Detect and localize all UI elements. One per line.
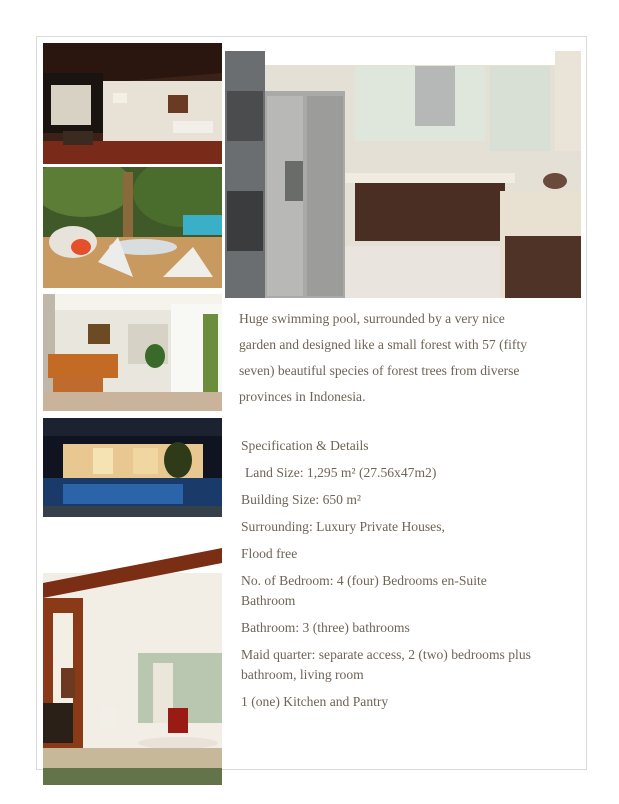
interior-living-photo: [43, 43, 222, 164]
bedrooms-line2: Bathroom: [241, 593, 296, 608]
land-size: Land Size: 1,295 m² (27.56x47m2): [245, 465, 437, 480]
description-line: garden and designed like a small forest with 57 (fifty: [239, 337, 528, 352]
description-line: seven) beautiful species of forest trees from diverse: [239, 363, 520, 378]
description-line: Huge swimming pool, surrounded by a very nice: [239, 311, 505, 326]
kitchen-pantry: 1 (one) Kitchen and Pantry: [241, 694, 389, 709]
specs-section: [241, 436, 593, 712]
double-height-hall-photo: [43, 523, 222, 785]
specs-heading: Specification & Details: [241, 438, 369, 453]
surrounding: Surrounding: Luxury Private Houses,: [241, 519, 445, 534]
family-room-photo: [43, 294, 222, 411]
night-pool-photo: [43, 418, 222, 517]
maid-quarter-line1: Maid quarter: separate access, 2 (two) bedrooms plus: [241, 647, 531, 662]
bedrooms-line1: No. of Bedroom: 4 (four) Bedrooms en-Suite: [241, 573, 487, 588]
description: [239, 306, 591, 410]
flood-free: Flood free: [241, 546, 298, 561]
bathrooms: Bathroom: 3 (three) bathrooms: [241, 620, 410, 635]
garden-patio-photo: [43, 167, 222, 288]
maid-quarter-line2: bathroom, living room: [241, 667, 364, 682]
building-size: Building Size: 650 m²: [241, 492, 362, 507]
kitchen-photo: [225, 51, 581, 298]
description-line: provinces in Indonesia.: [239, 389, 366, 404]
